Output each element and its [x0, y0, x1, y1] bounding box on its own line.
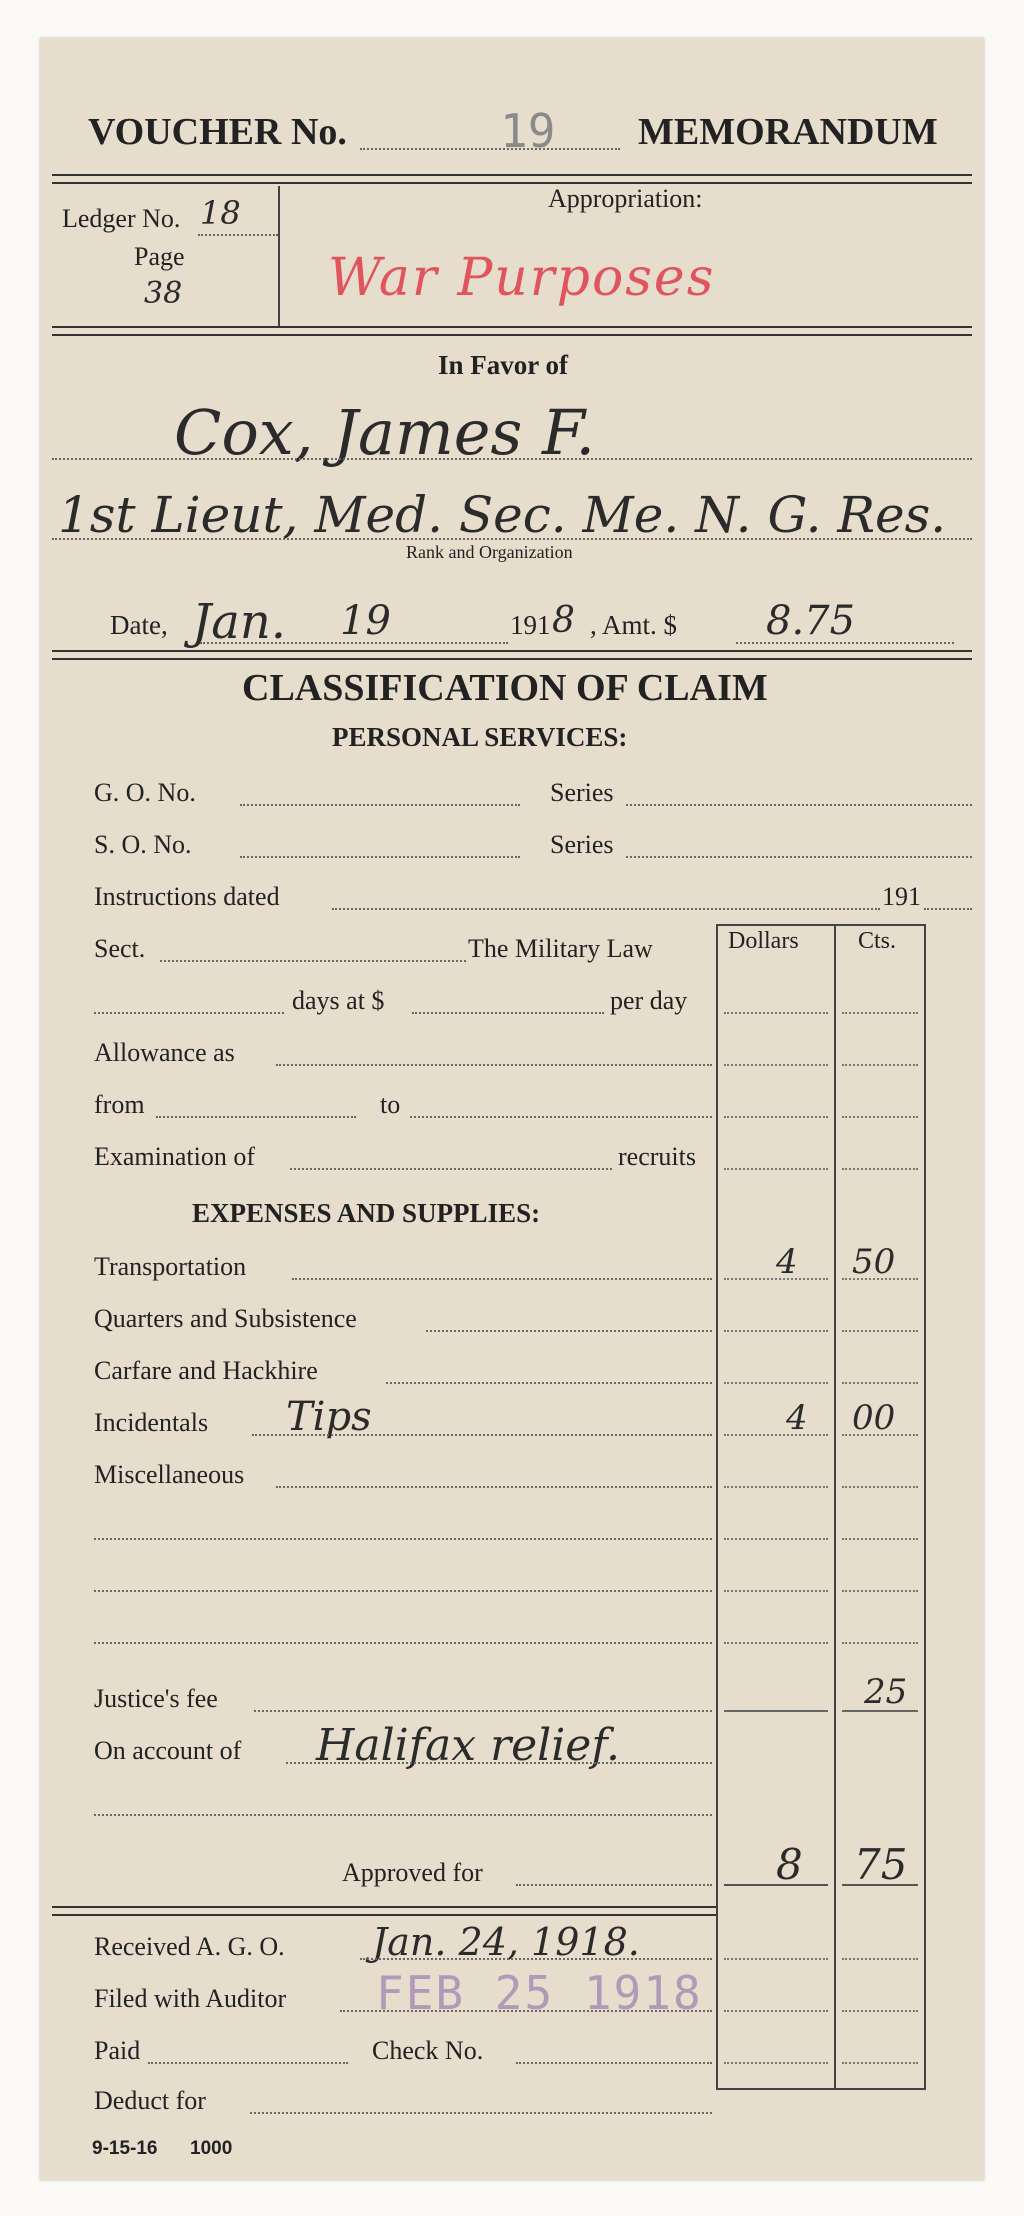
expenses-heading: EXPENSES AND SUPPLIES: [192, 1198, 541, 1228]
transportation-label: Transportation [94, 1252, 247, 1281]
in-favor-of-label: In Favor of [438, 350, 569, 380]
voucher-card [40, 38, 984, 2180]
recruits-label: recruits [618, 1142, 696, 1171]
instructions-label: Instructions dated [94, 882, 280, 911]
allowance-label: Allowance as [94, 1038, 235, 1067]
year-suffix: 8 [552, 600, 575, 641]
payee-name: Cox, James F. [174, 396, 596, 469]
check-no-label: Check No. [372, 2036, 484, 2065]
on-account-value: Halifax relief. [316, 1720, 621, 1771]
amount-value: 8.75 [766, 598, 856, 644]
so-no-label: S. O. No. [94, 830, 192, 859]
to-label: to [380, 1090, 401, 1119]
ledger-label: Ledger No. [62, 204, 181, 233]
transportation-dollars: 4 [776, 1242, 798, 1282]
quarters-label: Quarters and Subsistence [94, 1304, 357, 1333]
cents-column-header: Cts. [858, 928, 897, 954]
from-label: from [94, 1090, 145, 1119]
incidentals-cents: 00 [852, 1398, 896, 1438]
examination-label: Examination of [94, 1142, 256, 1171]
total-cents: 75 [854, 1840, 908, 1889]
military-law-label: The Military Law [468, 934, 653, 963]
year-prefix: 191 [510, 610, 551, 640]
justice-fee-label: Justice's fee [94, 1684, 218, 1713]
incidentals-label: Incidentals [94, 1408, 209, 1437]
amount-label: , Amt. $ [590, 610, 678, 640]
per-day-label: per day [610, 986, 688, 1015]
rank-organization-value: 1st Lieut, Med. Sec. Me. N. G. Res. [58, 486, 947, 544]
rank-caption: Rank and Organization [406, 542, 573, 562]
sect-label: Sect. [94, 934, 146, 963]
appropriation-label: Appropriation: [548, 184, 703, 213]
carfare-label: Carfare and Hackhire [94, 1356, 318, 1385]
so-series-label: Series [550, 830, 614, 859]
voucher-number: 19 [500, 104, 556, 158]
ledger-value: 18 [200, 194, 241, 232]
personal-services-heading: PERSONAL SERVICES: [332, 722, 628, 752]
instructions-year: 191 [882, 882, 921, 911]
received-value: Jan. 24, 1918. [372, 1920, 640, 1964]
filed-date-stamp: FEB 25 1918 [376, 1966, 703, 2020]
total-dollars: 8 [776, 1840, 803, 1889]
go-series-label: Series [550, 778, 614, 807]
page-label: Page [134, 242, 185, 271]
approved-for-label: Approved for [342, 1858, 483, 1887]
appropriation-value: War Purposes [328, 248, 716, 308]
incidentals-note: Tips [286, 1394, 372, 1440]
incidentals-dollars: 4 [786, 1398, 808, 1438]
form-count: 1000 [190, 2138, 233, 2159]
filed-label: Filed with Auditor [94, 1984, 287, 2013]
classification-title: CLASSIFICATION OF CLAIM [242, 667, 768, 709]
on-account-label: On account of [94, 1736, 242, 1765]
miscellaneous-label: Miscellaneous [94, 1460, 245, 1489]
date-day: 19 [340, 598, 391, 644]
memorandum-heading: MEMORANDUM [638, 111, 938, 153]
days-at-label: days at $ [292, 986, 385, 1015]
justice-fee-cents: 25 [864, 1672, 908, 1712]
voucher-label: VOUCHER No. [88, 111, 347, 153]
dollars-column-header: Dollars [728, 928, 799, 954]
date-label: Date, [110, 610, 168, 640]
go-no-label: G. O. No. [94, 778, 196, 807]
deduct-label: Deduct for [94, 2086, 206, 2115]
date-month: Jan. [192, 594, 287, 650]
form-code: 9-15-16 [92, 2138, 158, 2159]
paid-label: Paid [94, 2036, 141, 2065]
page-value: 38 [144, 276, 183, 311]
transportation-cents: 50 [852, 1242, 896, 1282]
received-label: Received A. G. O. [94, 1932, 285, 1961]
